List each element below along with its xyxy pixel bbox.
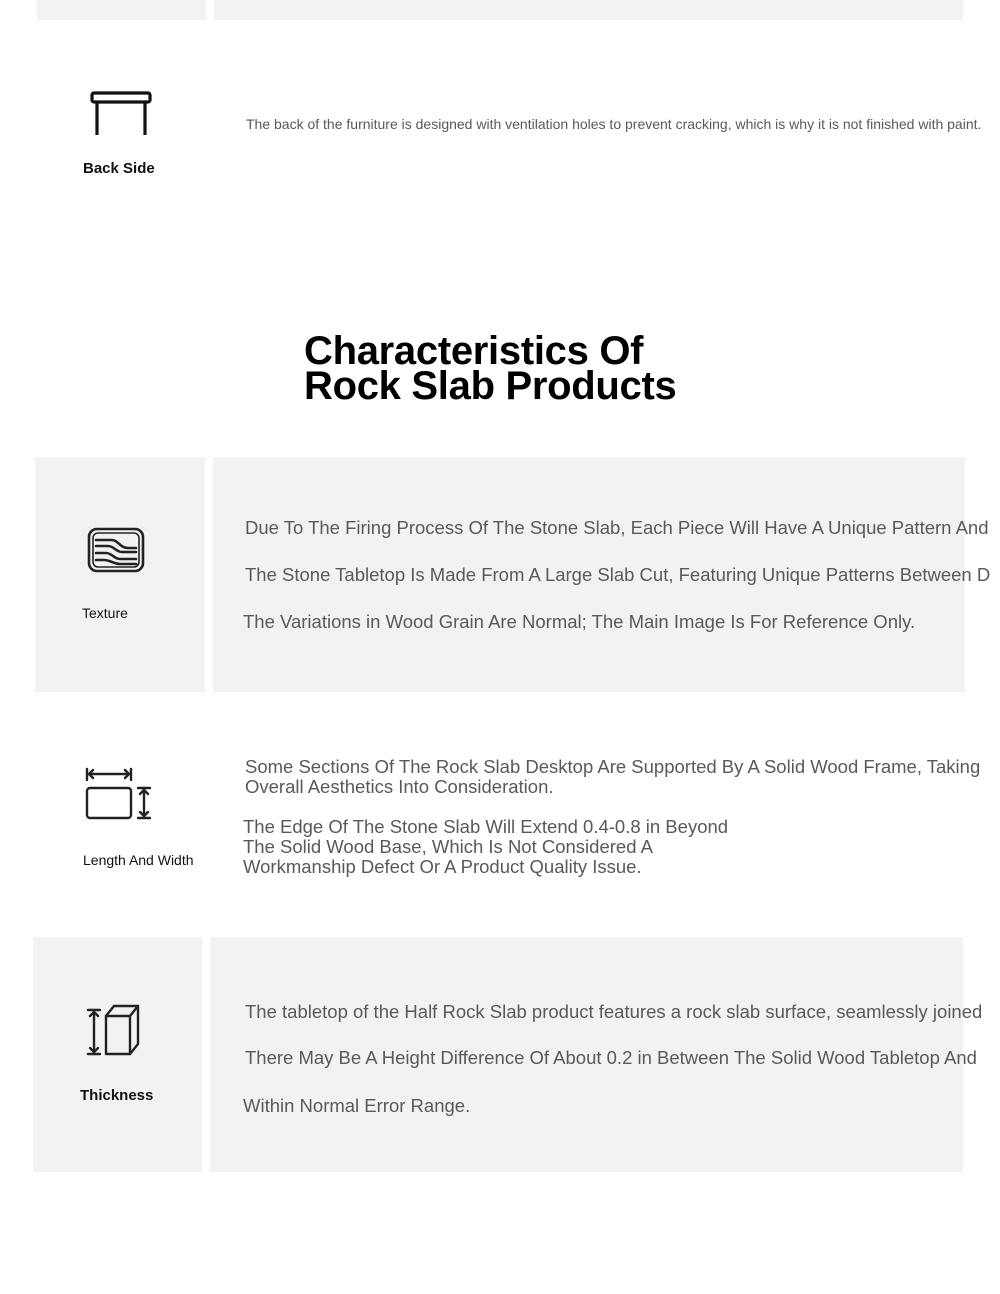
texture-icon [84,524,148,576]
texture-line-2: The Stone Tabletop Is Made From A Large Slab Cut, Featuring Unique Patterns Between D [245,564,991,585]
texture-line-1: Due To The Firing Process Of The Stone Slab, Each Piece Will Have A Unique Pattern And [245,517,989,538]
thickness-icon [84,1000,142,1060]
table-icon [86,86,154,138]
thickness-line-3: Within Normal Error Range. [243,1095,471,1116]
section-title-line1: Characteristics Of [304,329,644,373]
length-width-para2-line1: The Edge Of The Stone Slab Will Extend 0.4-0.8 in Beyond [243,816,729,837]
thickness-line-2: There May Be A Height Difference Of About 0.2 in Between The Solid Wood Tabletop And [245,1047,977,1068]
section-title [304,329,677,408]
thickness-label: Thickness [80,1087,154,1104]
length-width-para1-line1: Some Sections Of The Rock Slab Desktop Are Supported By A Solid Wood Frame, Taking [245,756,981,777]
texture-line-3: The Variations in Wood Grain Are Normal; The Main Image Is For Reference Only. [243,611,916,632]
section-title-line2: Rock Slab Products [304,364,677,408]
thickness-line-1: The tabletop of the Half Rock Slab product features a rock slab surface, seamlessly joined [245,1001,983,1022]
texture-label: Texture [82,605,128,621]
length-width-label: Length And Width [83,852,194,868]
length-width-para2-line3: Workmanship Defect Or A Product Quality Issue. [243,856,642,877]
top-right-panel [214,0,963,20]
length-width-para2-line2: The Solid Wood Base, Which Is Not Considered A [243,836,653,857]
top-left-panel [37,0,206,20]
length-width-para1-line2: Overall Aesthetics Into Consideration. [245,776,554,797]
back-side-label: Back Side [83,160,155,177]
back-side-text: The back of the furniture is designed with ventilation holes to prevent cracking, which is why it is not finished with paint. [246,116,982,132]
dimensions-icon [84,766,154,822]
